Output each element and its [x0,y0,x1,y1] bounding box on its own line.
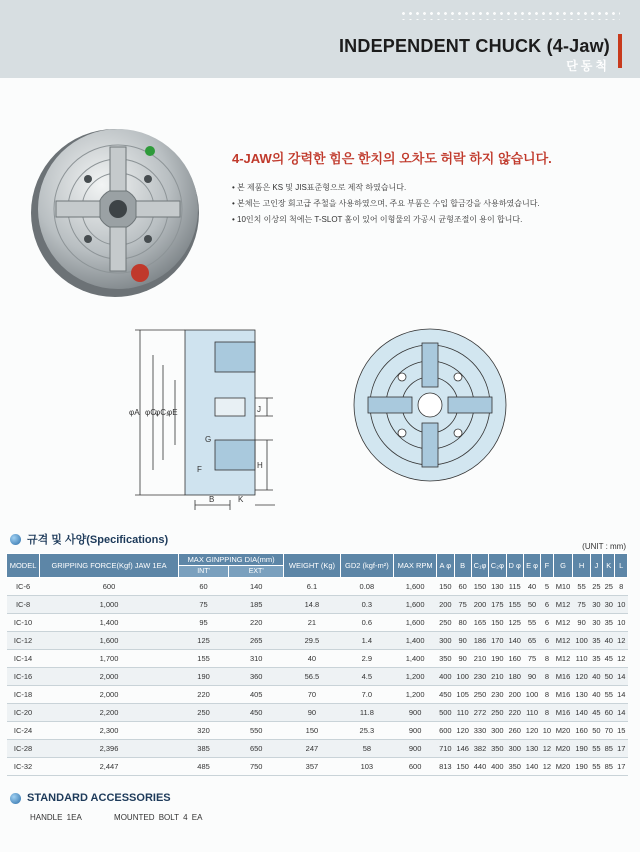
table-cell: 125 [178,632,228,650]
table-cell: 58 [340,740,394,758]
table-cell: 100 [523,686,540,704]
table-cell: 2,300 [40,722,179,740]
table-cell: 185 [229,596,284,614]
table-cell: 55 [603,686,615,704]
col-max-rpm: MAX RPM [394,554,437,578]
table-cell: IC-14 [7,650,40,668]
col-j: J [590,554,602,578]
table-cell: 12 [541,758,553,776]
intro-bullet: • 10인치 이상의 척에는 T-SLOT 홈이 있어 이형물의 가공시 균형조절이 용이 합니다. [232,212,540,228]
intro-bullet: • 본체는 고인장 회고급 주철을 사용하였으며, 주요 부품은 수입 합금강을 사용하였습니다. [232,196,540,212]
table-cell: 130 [489,578,506,596]
table-row [7,632,628,650]
table-cell: 7.0 [340,686,394,704]
table-cell: 29.5 [284,632,340,650]
table-cell: 50 [603,668,615,686]
accessories-heading [10,792,171,804]
table-cell: 17 [615,758,628,776]
intro-bullets [232,180,540,228]
table-cell: 45 [590,704,602,722]
table-cell: 85 [603,758,615,776]
table-cell: 0.08 [340,578,394,596]
table-cell: 230 [471,668,488,686]
table-cell: 105 [454,686,471,704]
table-cell: 50 [590,722,602,740]
col-h: H [573,554,590,578]
table-cell: 120 [454,722,471,740]
page-header [0,0,640,78]
table-cell: 90 [454,632,471,650]
table-cell: 6 [541,614,553,632]
page-title: INDEPENDENT CHUCK (4-Jaw) [338,36,610,56]
table-row [7,686,628,704]
table-cell: 220 [229,614,284,632]
table-cell: 75 [454,596,471,614]
table-cell: 350 [506,758,523,776]
specs-heading [10,531,168,547]
table-cell: 190 [573,740,590,758]
table-cell: 405 [229,686,284,704]
table-cell: 120 [523,722,540,740]
col-a: A φ [437,554,454,578]
table-cell: 75 [178,596,228,614]
table-cell: 600 [40,578,179,596]
dim-label-k: K [238,495,244,504]
table-cell: 25 [603,578,615,596]
table-cell: 150 [489,614,506,632]
table-cell: IC-18 [7,686,40,704]
table-cell: 10 [541,722,553,740]
dim-label-h: H [257,461,263,470]
table-cell: 35 [603,614,615,632]
table-cell: 11.8 [340,704,394,722]
table-cell: 14 [615,668,628,686]
table-cell: 0.6 [340,614,394,632]
col-ext: EXT' [229,566,284,578]
table-cell: 600 [394,758,437,776]
table-cell: 130 [573,686,590,704]
table-cell: M16 [553,704,573,722]
table-cell: 2,396 [40,740,179,758]
table-cell: 160 [573,722,590,740]
table-cell: 17 [615,740,628,758]
table-cell: 6 [541,632,553,650]
table-cell: 140 [523,758,540,776]
table-cell: 140 [573,704,590,722]
table-cell: 25 [590,578,602,596]
table-cell: 2.9 [340,650,394,668]
table-cell: 310 [229,650,284,668]
table-cell: 75 [523,650,540,668]
table-cell: 140 [506,632,523,650]
table-row [7,758,628,776]
table-cell: M12 [553,614,573,632]
table-cell: M20 [553,758,573,776]
table-cell: 2,447 [40,758,179,776]
table-row [7,740,628,758]
table-cell: 1,600 [394,614,437,632]
table-row [7,704,628,722]
col-gd2: GD2 (kgf-m²) [340,554,394,578]
table-cell: 103 [340,758,394,776]
table-cell: 900 [394,740,437,758]
col-d: D φ [506,554,523,578]
table-cell: 1,600 [394,596,437,614]
table-cell: 90 [284,704,340,722]
table-row [7,578,628,596]
col-l: L [615,554,628,578]
col-c2: C₂φ [489,554,506,578]
table-cell: 155 [178,650,228,668]
front-view-drawing [350,325,510,485]
table-cell: 710 [437,740,454,758]
table-cell: 1,600 [40,632,179,650]
table-cell: 300 [437,632,454,650]
table-cell: 200 [471,596,488,614]
col-f: F [541,554,553,578]
table-cell: 200 [437,596,454,614]
table-cell: 1,200 [394,668,437,686]
dim-label-c2: φC₂ [155,408,170,417]
table-cell: 95 [178,614,228,632]
table-cell: 115 [506,578,523,596]
table-cell: 125 [506,614,523,632]
table-cell: 14 [615,686,628,704]
table-row [7,614,628,632]
chuck-photo [30,125,205,300]
accessories-list [30,813,230,822]
table-cell: M12 [553,650,573,668]
table-cell: 180 [506,668,523,686]
table-cell: 210 [471,650,488,668]
accessory-item: HANDLE 1EA [30,813,82,822]
table-cell: 4.5 [340,668,394,686]
table-cell: 14 [615,704,628,722]
table-cell: IC-8 [7,596,40,614]
table-cell: 450 [229,704,284,722]
table-cell: 600 [437,722,454,740]
table-cell: 450 [437,686,454,704]
table-cell: 900 [394,704,437,722]
table-cell: 272 [471,704,488,722]
table-cell: 210 [489,668,506,686]
table-cell: IC-20 [7,704,40,722]
table-cell: 25.3 [340,722,394,740]
col-model: MODEL [7,554,40,578]
accessory-item: MOUNTED BOLT 4 EA [114,813,203,822]
table-cell: 80 [454,614,471,632]
dim-label-f: F [197,465,202,474]
table-cell: 40 [603,632,615,650]
header-dot-pattern [400,10,620,20]
table-cell: 21 [284,614,340,632]
table-cell: 300 [489,722,506,740]
table-cell: 186 [471,632,488,650]
table-cell: 300 [506,740,523,758]
table-cell: 35 [590,632,602,650]
intro-headline: 4-JAW의 강력한 힘은 한치의 오차도 허락 하지 않습니다. [232,151,552,166]
specs-heading-text: 규격 및 사양(Specifications) [27,534,169,546]
table-cell: 1,400 [394,632,437,650]
specifications-table [6,553,628,776]
table-cell: 90 [523,668,540,686]
table-cell: 12 [615,650,628,668]
table-cell: 1,700 [40,650,179,668]
col-weight: WEIGHT (Kg) [284,554,340,578]
table-cell: 190 [489,650,506,668]
table-cell: 220 [178,686,228,704]
table-cell: IC-12 [7,632,40,650]
table-cell: 56.5 [284,668,340,686]
table-cell: 250 [471,686,488,704]
table-cell: 40 [590,668,602,686]
table-cell: 400 [489,758,506,776]
table-cell: 35 [590,650,602,668]
dim-label-b: B [209,495,215,504]
specifications-table-body [7,578,628,776]
table-cell: 6.1 [284,578,340,596]
table-cell: 2,000 [40,686,179,704]
table-cell: 60 [603,704,615,722]
table-cell: 150 [284,722,340,740]
col-e: E φ [523,554,540,578]
table-cell: 50 [523,596,540,614]
table-cell: 247 [284,740,340,758]
table-cell: 320 [178,722,228,740]
table-cell: 8 [615,578,628,596]
table-cell: 350 [437,650,454,668]
intro-bullet: • 본 제품은 KS 및 JIS표준형으로 제작 하였습니다. [232,180,540,196]
table-cell: IC-28 [7,740,40,758]
table-cell: 110 [573,650,590,668]
table-cell: 10 [615,596,628,614]
table-cell: 150 [471,578,488,596]
col-max-gripping-dia: MAX GINPPING DIA(mm) [178,554,283,566]
table-cell: 385 [178,740,228,758]
table-cell: 140 [229,578,284,596]
table-cell: 55 [523,614,540,632]
table-cell: 750 [229,758,284,776]
table-cell: 12 [615,632,628,650]
table-cell: 55 [573,578,590,596]
table-cell: 650 [229,740,284,758]
dim-label-g: G [205,435,212,444]
table-cell: 250 [489,704,506,722]
table-cell: M16 [553,668,573,686]
table-cell: 120 [573,668,590,686]
table-cell: 1,200 [394,686,437,704]
table-cell: IC-6 [7,578,40,596]
dim-label-j: J [257,405,261,414]
table-cell: 250 [437,614,454,632]
table-cell: 110 [454,704,471,722]
table-cell: 2,000 [40,668,179,686]
table-cell: 146 [454,740,471,758]
table-cell: 40 [523,578,540,596]
table-cell: 330 [471,722,488,740]
table-cell: 55 [590,758,602,776]
table-row [7,668,628,686]
table-cell: 10 [615,614,628,632]
table-cell: 160 [506,650,523,668]
table-row [7,722,628,740]
table-cell: 40 [590,686,602,704]
table-cell: M10 [553,578,573,596]
col-int: INT' [178,566,228,578]
table-cell: 14.8 [284,596,340,614]
table-cell: 200 [506,686,523,704]
table-cell: 382 [471,740,488,758]
table-cell: 15 [615,722,628,740]
table-cell: 100 [454,668,471,686]
table-cell: 75 [573,596,590,614]
table-cell: 40 [284,650,340,668]
table-cell: IC-10 [7,614,40,632]
header-accent-bar [618,34,622,68]
table-cell: 8 [541,650,553,668]
table-cell: 65 [523,632,540,650]
table-cell: 170 [489,632,506,650]
table-cell: 8 [541,686,553,704]
table-cell: 12 [541,740,553,758]
table-cell: 1,400 [40,614,179,632]
table-row [7,596,628,614]
table-cell: 45 [603,650,615,668]
table-cell: 1,600 [394,578,437,596]
table-cell: M12 [553,632,573,650]
table-cell: 70 [603,722,615,740]
table-cell: 500 [437,704,454,722]
table-cell: M20 [553,740,573,758]
table-cell: 1,400 [394,650,437,668]
table-cell: IC-32 [7,758,40,776]
section-bullet-icon [10,534,21,545]
table-cell: 190 [178,668,228,686]
col-c1: C₁φ [471,554,488,578]
table-cell: 0.3 [340,596,394,614]
dim-label-a: φA [129,408,140,417]
table-cell: 150 [437,578,454,596]
table-cell: M20 [553,722,573,740]
table-cell: 220 [506,704,523,722]
table-cell: 485 [178,758,228,776]
table-cell: 813 [437,758,454,776]
table-cell: 6 [541,596,553,614]
table-cell: 100 [573,632,590,650]
dim-label-e: φE [167,408,178,417]
table-row [7,650,628,668]
table-cell: IC-24 [7,722,40,740]
table-cell: 155 [506,596,523,614]
page-subtitle: 단동척 [566,59,610,73]
table-cell: 130 [523,740,540,758]
col-g: G [553,554,573,578]
table-cell: 900 [394,722,437,740]
table-cell: 175 [489,596,506,614]
table-cell: 230 [489,686,506,704]
section-bullet-icon [10,793,21,804]
table-cell: 150 [454,758,471,776]
table-cell: 55 [590,740,602,758]
table-cell: 1.4 [340,632,394,650]
table-cell: 110 [523,704,540,722]
accessories-heading-text: STANDARD ACCESSORIES [27,792,171,804]
table-cell: 8 [541,704,553,722]
table-cell: 250 [178,704,228,722]
table-cell: 8 [541,668,553,686]
col-gripping-force: GRIPPING FORCE(Kgf) JAW 1EA [40,554,179,578]
col-k: K [603,554,615,578]
side-view-drawing [125,300,290,515]
table-cell: 550 [229,722,284,740]
table-cell: 400 [437,668,454,686]
table-cell: 440 [471,758,488,776]
table-cell: 60 [178,578,228,596]
table-cell: 5 [541,578,553,596]
table-cell: M12 [553,596,573,614]
table-cell: 265 [229,632,284,650]
table-cell: 165 [471,614,488,632]
specs-unit: (UNIT : mm) [582,542,626,551]
table-cell: M16 [553,686,573,704]
table-cell: 70 [284,686,340,704]
table-cell: IC-16 [7,668,40,686]
table-cell: 190 [573,758,590,776]
table-cell: 260 [506,722,523,740]
table-cell: 357 [284,758,340,776]
table-cell: 350 [489,740,506,758]
table-cell: 30 [603,596,615,614]
table-cell: 360 [229,668,284,686]
dim-label-c1: φC₁ [145,408,159,417]
table-cell: 30 [590,596,602,614]
col-b: B [454,554,471,578]
table-cell: 85 [603,740,615,758]
table-cell: 60 [454,578,471,596]
table-cell: 2,200 [40,704,179,722]
table-cell: 90 [454,650,471,668]
table-cell: 30 [590,614,602,632]
table-cell: 90 [573,614,590,632]
table-cell: 1,000 [40,596,179,614]
